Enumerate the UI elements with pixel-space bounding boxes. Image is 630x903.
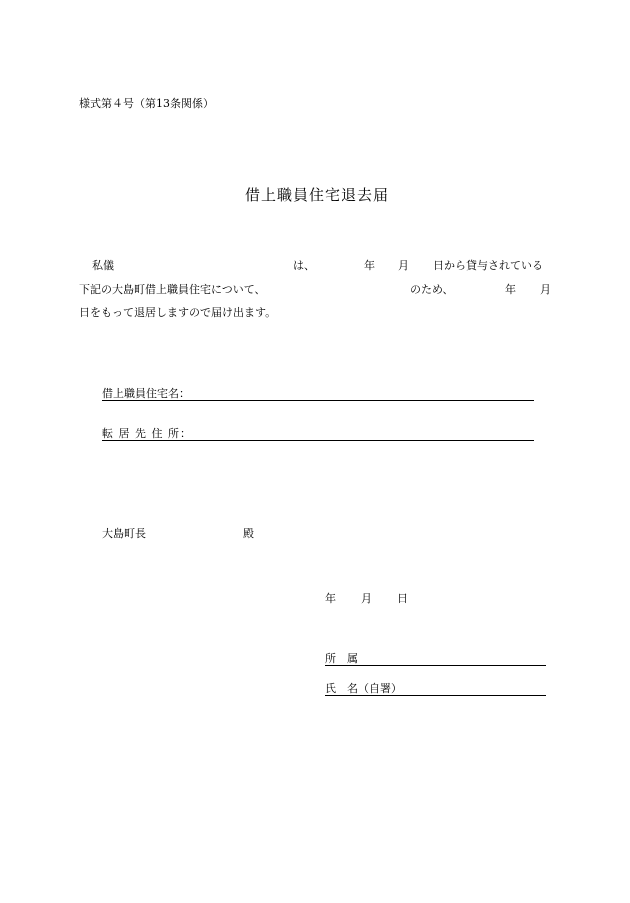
body-line2-month: 月 [540,283,551,296]
name-label: 氏 名（自署） [325,682,402,695]
housing-name-label: 借上職員住宅名： [102,387,190,400]
body-line1-month: 月 [398,259,409,272]
body-line2-tame: のため、 [410,283,454,296]
body-wa: は、 [293,259,315,272]
date-day: 日 [397,592,408,605]
date-month: 月 [361,592,372,605]
body-line1-year: 年 [364,259,375,272]
addressee-tono: 殿 [243,527,254,540]
affiliation-field[interactable] [325,665,546,666]
addressee-mayor: 大島町長 [102,527,146,540]
name-signature-field[interactable] [325,695,546,696]
new-address-label: 転 居 先 住 所： [102,427,192,440]
date-year: 年 [325,592,336,605]
body-line1-rest: 日から貸与されている [433,259,543,272]
form-number: 様式第４号（第13条関係） [79,97,214,110]
body-watakushi: 私儀 [92,259,114,272]
affiliation-label: 所 属 [325,652,358,665]
document-title: 借上職員住宅退去届 [245,186,390,204]
new-address-field[interactable] [102,440,534,441]
body-line2-start: 下記の大島町借上職員住宅について、 [79,283,266,296]
body-line2-year: 年 [505,283,516,296]
body-line3: 日をもって退居しますので届け出ます。 [79,306,277,319]
housing-name-field[interactable] [102,400,534,401]
